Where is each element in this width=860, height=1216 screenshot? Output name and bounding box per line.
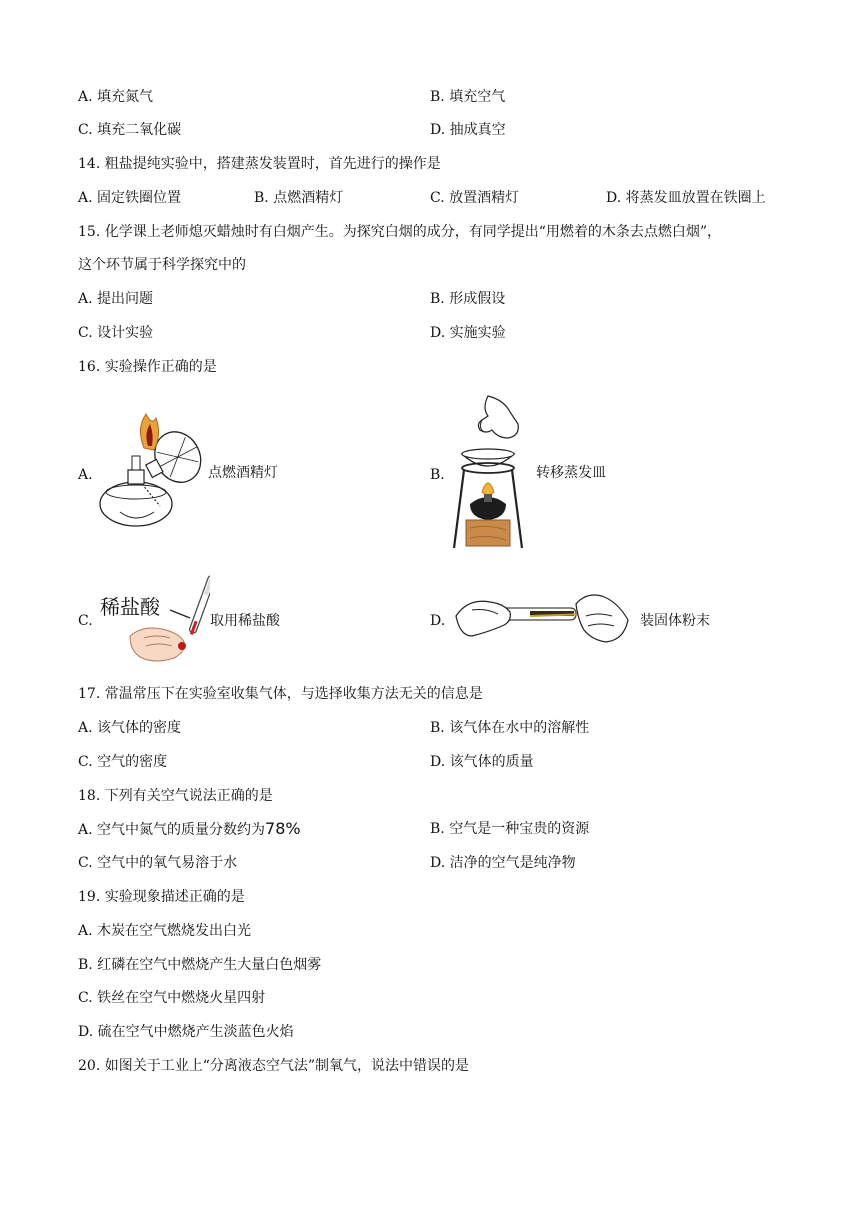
q16-option-b-letter: B.: [430, 467, 445, 483]
q13-option-a: A. 填充氮气: [78, 89, 154, 105]
q16-stem: 16. 实验操作正确的是: [78, 359, 217, 375]
q17-option-b: B. 该气体在水中的溶解性: [430, 720, 590, 736]
q13-option-c: C. 填充二氧化碳: [78, 122, 182, 138]
q14-stem: 14. 粗盐提纯实验中，搭建蒸发装置时，首先进行的操作是: [78, 156, 441, 172]
q16-option-d-caption: 装固体粉末: [640, 613, 710, 629]
dilute-hcl-bottle-label: 稀盐酸: [100, 595, 160, 619]
q17-stem: 17. 常温常压下在实验室收集气体，与选择收集方法无关的信息是: [78, 686, 483, 702]
q19-option-c: C. 铁丝在空气中燃烧火星四射: [78, 990, 266, 1006]
q15-stem-line1: 15. 化学课上老师熄灭蜡烛时有白烟产生。为探究白烟的成分，有同学提出“用燃着的木条去点燃白烟”，: [78, 224, 722, 240]
q16-option-a-letter: A.: [78, 467, 93, 483]
q18-option-a-percent: 78%: [265, 819, 301, 838]
alcohol-lamp-illustration: [96, 408, 208, 536]
q19-option-a: A. 木炭在空气燃烧发出白光: [78, 923, 252, 939]
q15-option-b: B. 形成假设: [430, 291, 506, 307]
q16-option-d-letter: D.: [430, 613, 446, 629]
q15-option-d: D. 实施实验: [430, 325, 506, 341]
q16-option-a-caption: 点燃酒精灯: [208, 465, 278, 481]
q20-stem: 20. 如图关于工业上“分离液态空气法”制氧气，说法中错误的是: [78, 1058, 470, 1074]
q17-option-c: C. 空气的密度: [78, 754, 168, 770]
q19-stem: 19. 实验现象描述正确的是: [78, 889, 245, 905]
q18-option-b: B. 空气是一种宝贵的资源: [430, 821, 590, 837]
q16-option-c-caption: 取用稀盐酸: [210, 613, 280, 629]
q13-option-d: D. 抽成真空: [430, 122, 506, 138]
q18-option-d: D. 洁净的空气是纯净物: [430, 855, 576, 871]
q19-option-d: D. 硫在空气中燃烧产生淡蓝色火焰: [78, 1024, 294, 1040]
q15-option-c: C. 设计实验: [78, 325, 154, 341]
test-tube-powder-illustration: [452, 586, 632, 650]
evaporating-dish-illustration: [448, 394, 528, 550]
q17-option-d: D. 该气体的质量: [430, 754, 534, 770]
q15-stem-line2: 这个环节属于科学探究中的: [78, 257, 246, 273]
q18-option-a-text: A. 空气中氮气的质量分数约为: [78, 822, 266, 838]
q14-option-a: A. 固定铁圈位置: [78, 190, 182, 206]
q18-stem: 18. 下列有关空气说法正确的是: [78, 788, 273, 804]
q18-option-a: [78, 819, 301, 840]
q16-option-c-letter: C.: [78, 613, 93, 629]
dropper-hand-illustration: [100, 572, 210, 664]
q18-option-c: C. 空气中的氧气易溶于水: [78, 855, 238, 871]
q15-option-a: A. 提出问题: [78, 291, 154, 307]
q13-option-b: B. 填充空气: [430, 89, 506, 105]
q19-option-b: B. 红磷在空气中燃烧产生大量白色烟雾: [78, 957, 322, 973]
q14-option-c: C. 放置酒精灯: [430, 190, 520, 206]
q17-option-a: A. 该气体的密度: [78, 720, 182, 736]
q14-option-b: B. 点燃酒精灯: [254, 190, 344, 206]
q16-option-b-caption: 转移蒸发皿: [536, 465, 606, 481]
q14-option-d: D. 将蒸发皿放置在铁圈上: [606, 190, 766, 206]
